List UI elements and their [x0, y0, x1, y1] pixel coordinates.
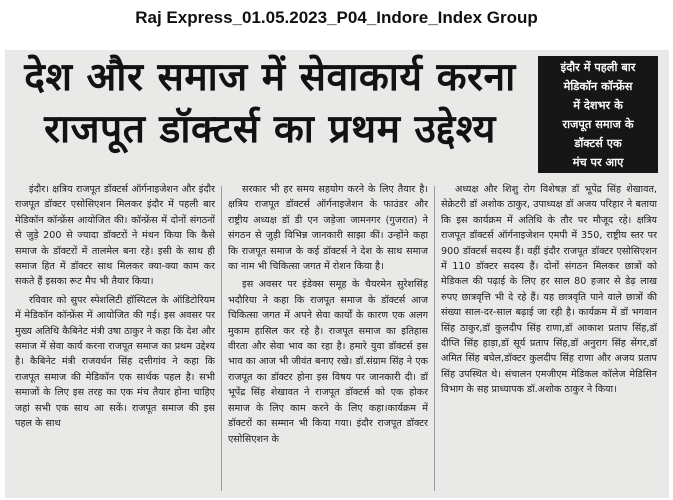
paragraph: अध्यक्ष और शिशु रोग विशेषज्ञ डॉ भूपेंद्र सिंह शेखावत, सेक्रेटरी डॉ अशोक ठाकुर, उपाध्यक्ष डॉ अजय परिहार ने बताया कि इस कार्यक्रम में अतिथि के तौर पर मौजूद रहे। क्षत्रिय राजपूत डॉक्टर्स ऑर्गनाइजेशन एमपी में 350, राष्ट्रीय स्तर पर 900 डॉक्टर्स सदस्य हैं। वहीं इंदौर राजपूत डॉक्टर एसोसिएशन में 110 डॉक्टर सदस्य हैं। दोनों संगठन मिलकर छात्रों को मेडिकल की पढ़ाई के लिए हर साल 80 हजार से डेढ़ लाख रुपए छात्रवृत्ति भी दे रहे हैं। यह छात्रवृति पाने वाले छात्रों की संख्या साल-दर-साल बढ़ाई जा रही है। कार्यक्रम में डॉ भगवान सिंह ठाकुर,डॉ कुलदीप सिंह राणा,डॉ आकाश प्रताप सिंह,डॉ दीप्ति सिंह हाड़ा,डॉ सूर्य प्रताप सिंह,डॉ अनुराग सिंह सेंगर,डॉ अमित सिंह बघेल,डॉक्टर कुलदीप सिंह राणा और अजय प्रताप सिंह उपस्थित थे। संचालन एमजीएम मेडिकल कॉलेज मेडिसिन विभाग के सह प्राध्यापक डॉ.अशोक ठाकुर ने किया। — [441, 184, 657, 396]
highlight-line: डॉक्टर्स एक — [574, 137, 622, 150]
highlight-line: राजपूत समाज के — [562, 118, 634, 131]
newspaper-clipping — [5, 50, 669, 498]
paragraph: सरकार भी हर समय सहयोग करने के लिए तैयार है। क्षत्रिय राजपूत डॉक्टर्स ऑर्गनाइजेशन के फाउंडर और राष्ट्रीय अध्यक्ष डॉ डी एन जड़ेजा जामनगर (गुजरात) ने संगठन से जुड़ी विभिन्न जानकारी साझा कीं। उन्होंने कहा कि राजपूत समाज के कई डॉक्टर्स ने देश के साथ समाज का नाम भी चिकित्सा जगत में रोशन किया है। — [228, 184, 428, 273]
paragraph: रविवार को सुपर स्पेशलिटी हॉस्पिटल के ऑडिटोरियम में मेडिकॉन कॉन्फ्रेंस में आयोजित की गई। इस अवसर पर मुख्य अतिथि कैबिनेट मंत्री उषा ठाकुर ने कहा कि देश और समाज में सेवा कार्य करना राजपूत समाज का प्रथम उद्देश्य है। कैबिनेट मंत्री राजवर्धन सिंह दत्तीगांव ने कहा कि राजपूत समाज की मेडिकॉन एक सार्थक पहल है। सभी समाजों के लिए इस तरह का एक मंच तैयार होना चाहिए जहां सभी एक साथ आ सकें। राजपूत समाज की इस पहल के साथ — [15, 294, 215, 430]
clipping-caption: Raj Express_01.05.2023_P04_Indore_Index Group — [135, 8, 538, 27]
column-divider — [434, 186, 435, 491]
highlight-box — [538, 56, 658, 173]
article-headline — [5, 52, 535, 156]
article-column-2 — [228, 182, 428, 498]
highlight-line: इंदौर में पहली बार — [560, 61, 636, 74]
paragraph: इंदौर। क्षत्रिय राजपूत डॉक्टर्स ऑर्गनाइजेशन और इंदौर राजपूत डॉक्टर एसोसिएशन मिलकर इंदौर में पहली बार मेडिकॉन कॉन्फ्रेंस आयोजित की। कॉन्फ्रेंस में दोनों संगठनों से जुड़े 200 से ज्यादा डॉक्टरों ने मंथन किया कि कैसे समाज के डॉक्टरों में तालमेल बना रहे। इसी के साथ ही समाज हित में डॉक्टर साथ मिलकर क्या-क्या काम कर सकते हैं इसका रूट मैप भी तैयार किया। — [15, 184, 215, 288]
column-divider — [221, 186, 222, 491]
headline-line-2: राजपूत डॉक्टर्स का प्रथम उद्देश्य — [44, 107, 496, 152]
headline-line-1: देश और समाज में सेवाकार्य करना — [24, 55, 516, 100]
highlight-line: में देशभर के — [573, 99, 623, 112]
article-column-1 — [15, 182, 215, 498]
highlight-line: मंच पर आए — [572, 156, 624, 169]
highlight-line: मेडिकॉन कॉन्फ्रेंस — [563, 80, 633, 93]
paragraph: इस अवसर पर इंडेक्स समूह के चैयरमेन सुरेशसिंह भदौरिया ने कहा कि राजपूत समाज के डॉक्टर्स आज चिकित्सा जगत में अपने सेवा कार्यों के कारण एक अलग मुकाम हासिल कर रहे है। राजपूत समाज का इतिहास वीरता और सेवा भाव का रहा है। हमारे युवा डॉक्टर्स इस भाव का आज भी जीवंत बनाए रखे। डॉ.संग्राम सिंह ने एक राजपूत का डॉक्टर होना इस विषय पर जानकारी दी। डॉ भूपेंद्र सिंह शेखावत ने राजपूत डॉक्टर्स को एक होकर समाज के लिए काम करने के लिए कहा।कार्यक्रम में डॉक्टरों का सम्मान भी किया गया। इंदौर राजपूत डॉक्टर एसोसिएशन के — [228, 279, 428, 445]
article-column-3 — [441, 182, 657, 498]
